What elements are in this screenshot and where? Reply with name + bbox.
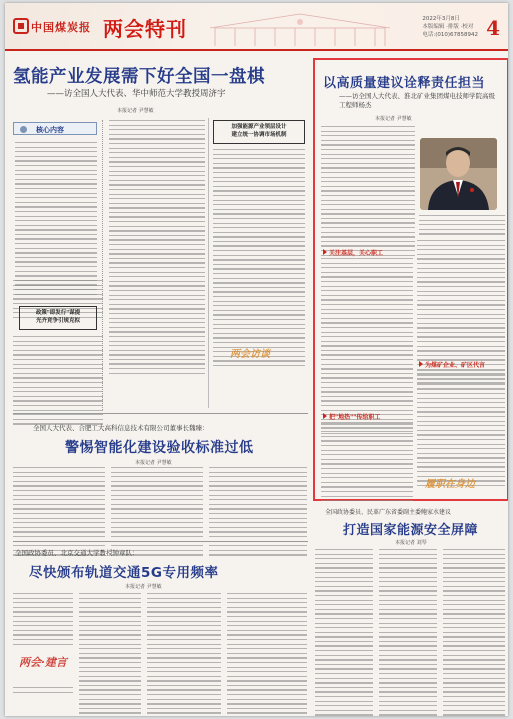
feature-watermark: 履职在身边 xyxy=(425,479,475,490)
feature-col-2b xyxy=(417,370,505,489)
feature-col-1 xyxy=(321,258,413,437)
energy-col-3 xyxy=(443,549,505,716)
energy-title: 打造国家能源安全屏障 xyxy=(343,523,479,538)
energy-kicker: 全国政协委员、民革广东省委副主委鲍家水建议 xyxy=(325,509,452,516)
issue-date: 2022年3月8日 xyxy=(422,16,460,22)
hydrogen-subhead-box-1 xyxy=(19,306,97,330)
feature-intro-text xyxy=(321,126,415,259)
issue-editors: 本版编辑 ·排版 ·校对 xyxy=(422,24,474,30)
issue-phone: 电话:(010)67858942 xyxy=(422,32,478,38)
energy-byline: 本报记者 刘琴 xyxy=(395,540,427,546)
hydrogen-byline: 本报记者 尹慧敏 xyxy=(117,108,154,114)
intelligent-col-2 xyxy=(111,467,203,559)
hydrogen-article-title: 氢能产业发展需下好全国一盘棋 xyxy=(13,67,265,87)
5g-col-3 xyxy=(147,593,221,716)
newspaper-logo-icon xyxy=(13,18,29,34)
sidebar-bullet-icon xyxy=(20,126,27,133)
hydrogen-subhead-1: 政策"即发行"谋提 光齐竞争引规克拟 xyxy=(35,310,81,324)
hydrogen-body-col-3 xyxy=(213,149,305,370)
hydrogen-body-col-1b xyxy=(13,336,103,428)
great-hall-decoration-icon xyxy=(205,6,395,48)
newspaper-page xyxy=(5,3,508,716)
feature-intro-text-2 xyxy=(419,215,505,238)
masthead xyxy=(5,3,508,51)
bottom-watermark: 两会·建言 xyxy=(19,656,67,669)
paper-name: 中国煤炭报 xyxy=(31,21,91,34)
hydrogen-body-col-2 xyxy=(109,120,205,377)
5g-col-1b xyxy=(13,687,73,696)
intelligent-kicker: 全国人大代表、合肥工大高科信息技术有限公司董事长魏臻： xyxy=(33,424,209,432)
interview-watermark: 两会访谈 xyxy=(230,349,270,360)
section-divider xyxy=(13,541,308,542)
page-number: 4 xyxy=(486,16,500,40)
5g-kicker: 全国政协委员、北京交通大学教授钟章队： xyxy=(15,549,139,557)
intelligent-byline: 本报记者 尹慧敏 xyxy=(135,460,172,466)
feature-byline: 本报记者 尹慧敏 xyxy=(375,116,412,122)
feature-subtitle: ——访全国人大代表、淮北矿业集团煤电技师学院高级工程师杨杰 xyxy=(339,92,495,109)
sidebar-text xyxy=(15,142,97,298)
feature-section-2: 为煤矿企业、矿区代言 xyxy=(419,360,485,369)
sidebar-heading-box xyxy=(13,122,97,135)
delegate-portrait-photo xyxy=(420,138,497,210)
intelligent-col-3 xyxy=(209,467,307,559)
feature-section-3: 把"地热""传给职工 xyxy=(323,412,380,421)
column-divider xyxy=(208,118,209,408)
5g-col-2 xyxy=(79,593,141,716)
feature-section-1: 关注基层，关心职工 xyxy=(323,248,383,257)
sidebar-heading: 核心内容 xyxy=(36,126,64,134)
hydrogen-subhead-2: 加强能源产业领层设计 建立统一协调市场机制 xyxy=(231,124,287,138)
5g-byline: 本报记者 尹慧敏 xyxy=(125,584,162,590)
feature-article-box xyxy=(313,58,508,501)
5g-title: 尽快颁布轨道交通5G专用频率 xyxy=(29,565,219,581)
special-issue-label: 两会特刊 xyxy=(103,17,187,41)
feature-title: 以高质量建议诠释责任担当 xyxy=(323,76,486,91)
hydrogen-subhead-box-2 xyxy=(213,120,305,144)
intelligent-title: 警惕智能化建设验收标准过低 xyxy=(65,440,254,456)
feature-col-1b xyxy=(321,422,413,505)
energy-col-2 xyxy=(379,549,437,716)
intelligent-col-1 xyxy=(13,467,105,559)
5g-col-4 xyxy=(227,593,307,716)
issue-meta xyxy=(422,15,478,39)
energy-col-1 xyxy=(315,549,373,716)
hydrogen-article-subtitle: ——访全国人大代表、华中师范大学教授周济宇 xyxy=(47,89,226,99)
section-divider xyxy=(13,413,308,414)
5g-col-1 xyxy=(13,593,73,648)
